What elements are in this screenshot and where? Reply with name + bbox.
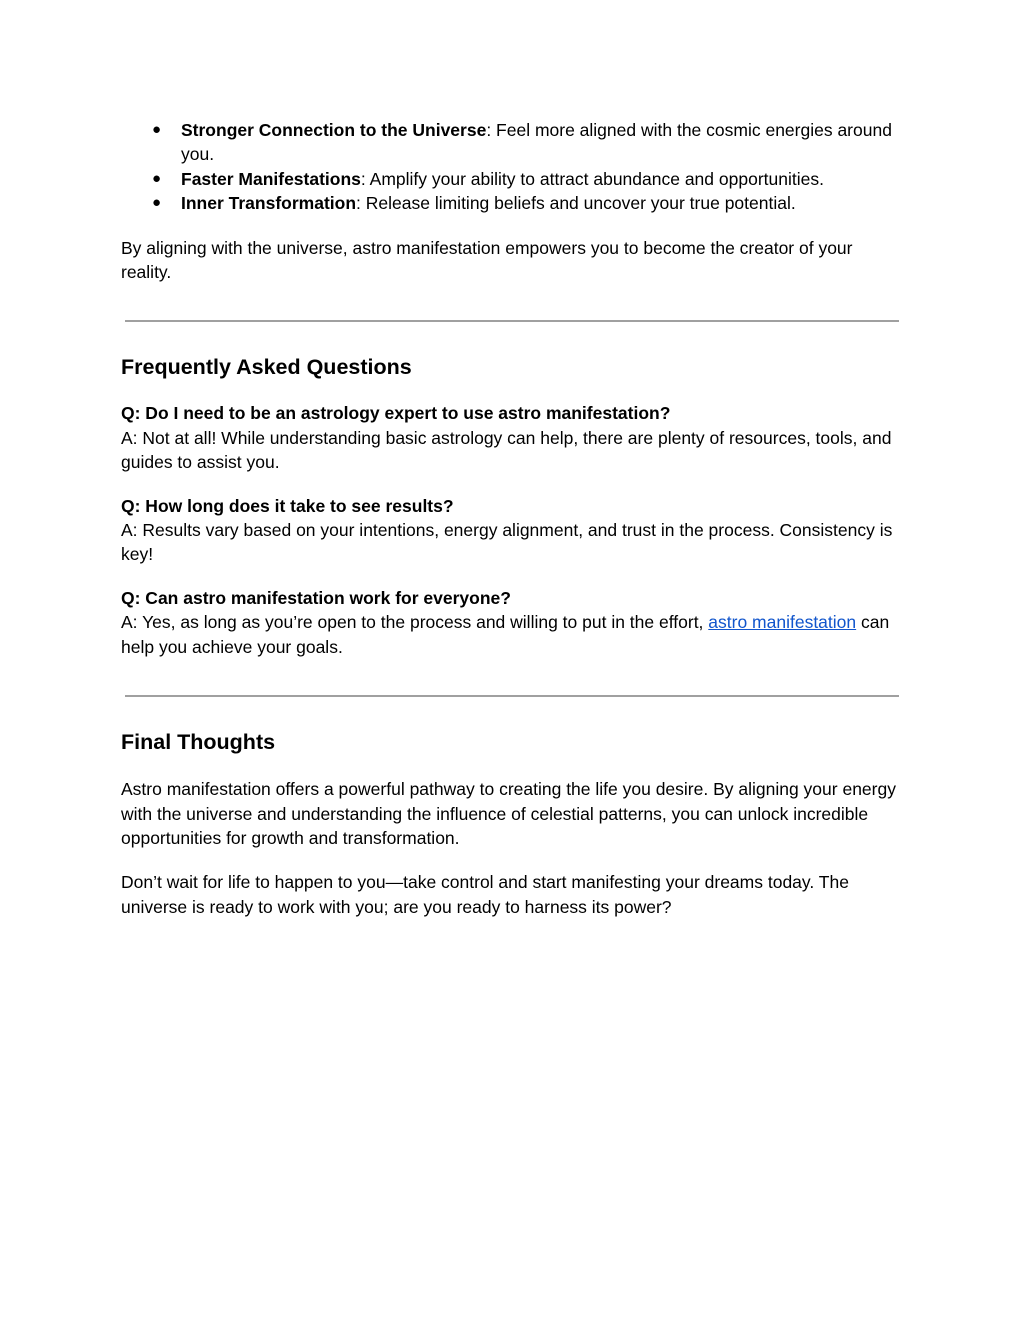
bullet-term: Stronger Connection to the Universe — [181, 120, 487, 140]
bullet-icon: ● — [152, 194, 162, 212]
document-page — [121, 118, 901, 919]
final-heading: Final Thoughts — [121, 730, 276, 755]
final-paragraph: Don’t wait for life to happen to you—take control and start manifesting your dreams today. The universe is ready to work with you; are you ready to harness its power? — [121, 872, 849, 917]
faq-item — [121, 494, 901, 567]
bullet-icon: ● — [152, 121, 162, 138]
bullet-text: : Feel more aligned with the cosmic energies around you. — [181, 120, 892, 165]
faq-question: Q: Do I need to be an astrology expert to use astro manifestation? — [121, 403, 671, 424]
faq-question: Q: Can astro manifestation work for everyone? — [121, 587, 511, 608]
section-divider — [125, 320, 899, 322]
final-paragraph: Astro manifestation offers a powerful pathway to creating the life you desire. By aligning your energy with the universe and understanding the influence of celestial patterns, you can unlock incredible opportunities for growth and transformation. — [121, 779, 896, 848]
faq-answer: A: Not at all! While understanding basic astrology can help, there are plenty of resources, tools, and guides to assist you. — [121, 427, 892, 473]
benefits-list — [121, 118, 901, 216]
faq-item — [121, 401, 901, 474]
faq-answer-text: A: Yes, as long as you’re open to the process and willing to put in the effort, — [121, 612, 709, 633]
faq-question: Q: How long does it take to see results? — [121, 495, 454, 516]
section-divider — [125, 695, 899, 697]
faq-heading: Frequently Asked Questions — [121, 355, 412, 380]
intro-paragraph: By aligning with the universe, astro manifestation empowers you to become the creator of your reality. — [121, 237, 853, 283]
bullet-icon: ● — [152, 169, 162, 187]
astro-manifestation-link[interactable]: astro manifestation — [708, 612, 857, 633]
faq-answer-text: can help you achieve your goals. — [121, 612, 890, 657]
list-item — [121, 167, 901, 191]
bullet-term: Inner Transformation — [181, 193, 357, 214]
list-item — [121, 191, 901, 215]
bullet-text: : Release limiting beliefs and uncover your true potential. — [356, 193, 796, 214]
faq-answer: A: Results vary based on your intentions, energy alignment, and trust in the process. Consistency is key! — [121, 520, 893, 565]
faq-item — [121, 586, 901, 659]
list-item — [121, 118, 901, 167]
bullet-text: : Amplify your ability to attract abundance and opportunities. — [360, 168, 824, 189]
faq-answer — [121, 610, 901, 659]
bullet-term: Faster Manifestations — [181, 168, 361, 189]
